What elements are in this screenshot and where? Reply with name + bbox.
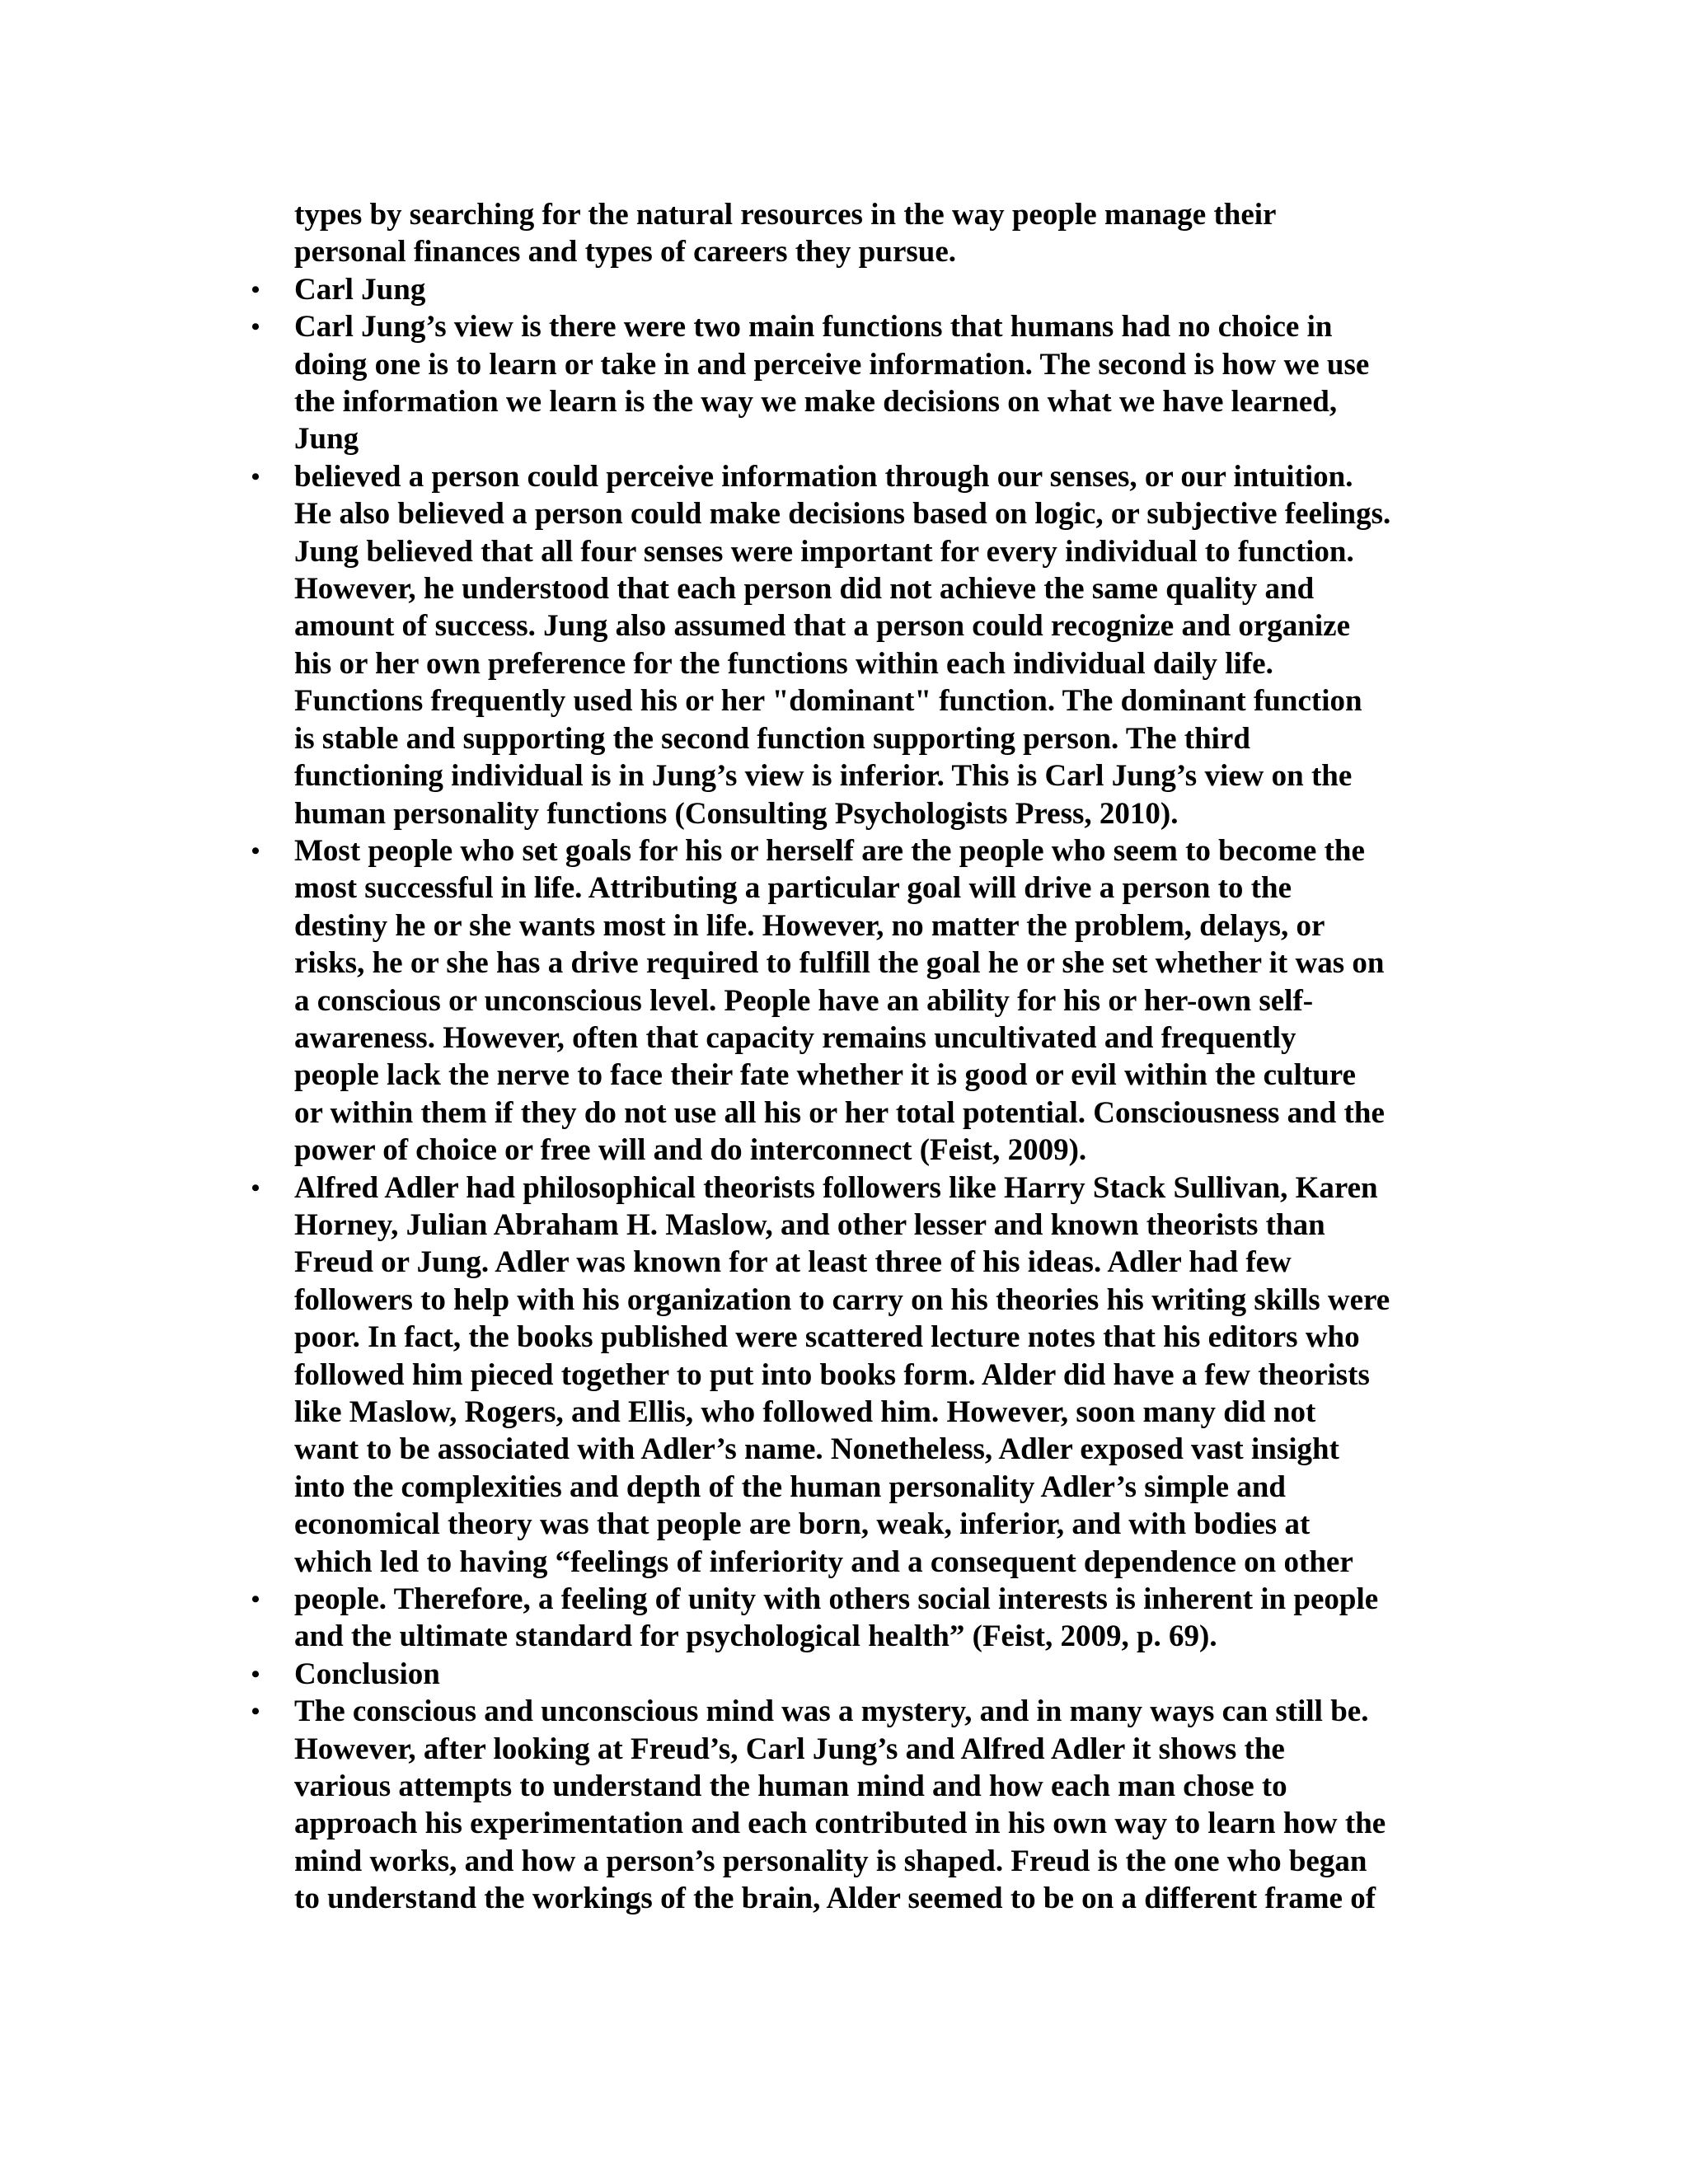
text-line: However, after looking at Freud’s, Carl Jung’s and Alfred Adler it shows the <box>294 1732 1285 1766</box>
text-line: Jung <box>294 422 359 457</box>
text-line: like Maslow, Rogers, and Ellis, who followed him. However, soon many did not <box>294 1395 1316 1429</box>
text-line: Carl Jung <box>294 272 426 307</box>
bullet-list <box>251 271 1489 1918</box>
text-line: believed a person could perceive information through our senses, or our intuition. <box>294 459 1353 494</box>
text-line: Horney, Julian Abraham H. Maslow, and other lesser and known theorists than <box>294 1207 1325 1242</box>
text-line: doing one is to learn or take in and perceive information. The second is how we use <box>294 347 1370 382</box>
text-line: functioning individual is in Jung’s view is inferior. This is Carl Jung’s view on the <box>294 759 1353 794</box>
text-line: He also believed a person could make decisions based on logic, or subjective feelings. <box>294 497 1391 532</box>
text-line: awareness. However, often that capacity remains uncultivated and frequently <box>294 1020 1296 1055</box>
bullet-item <box>251 271 1489 308</box>
text-line: However, he understood that each person did not achieve the same quality and <box>294 572 1315 607</box>
text-line: followed him pieced together to put into books form. Alder did have a few theorists <box>294 1357 1370 1392</box>
text-line: Freud or Jung. Adler was known for at least three of his ideas. Adler had few <box>294 1245 1292 1280</box>
text-line: risks, he or she has a drive required to fulfill the goal he or she set whether it was on <box>294 946 1385 981</box>
text-line: Carl Jung’s view is there were two main functions that humans had no choice in <box>294 310 1333 344</box>
bullet-icon: • <box>251 1174 260 1202</box>
text-line: approach his experimentation and each contributed in his own way to learn how the <box>294 1807 1386 1841</box>
text-line: Functions frequently used his or her "dominant" function. The dominant function <box>294 684 1362 719</box>
text-line: poor. In fact, the books published were scattered lecture notes that his editors who <box>294 1320 1360 1355</box>
text-line: a conscious or unconscious level. People have an ability for his or her-own self- <box>294 983 1314 1018</box>
page-body <box>251 196 1489 1918</box>
text-line: various attempts to understand the human mind and how each man chose to <box>294 1769 1287 1804</box>
text-line: human personality functions (Consulting Psychologists Press, 2010). <box>294 796 1179 831</box>
text-line: Conclusion <box>294 1657 440 1691</box>
bullet-icon: • <box>251 837 260 865</box>
text-line: amount of success. Jung also assumed that a person could recognize and organize <box>294 609 1350 644</box>
text-line: power of choice or free will and do interconnect (Feist, 2009). <box>294 1133 1087 1168</box>
text-line: which led to having “feelings of inferiority and a consequent dependence on other <box>294 1544 1353 1579</box>
text-line: his or her own preference for the functions within each individual daily life. <box>294 646 1273 681</box>
text-line: and the ultimate standard for psychological health” (Feist, 2009, p. 69). <box>294 1619 1217 1654</box>
text-line: to understand the workings of the brain, Alder seemed to be on a different frame of <box>294 1882 1376 1916</box>
text-line: people lack the nerve to face their fate whether it is good or evil within the culture <box>294 1058 1356 1093</box>
text-line: Alfred Adler had philosophical theorists followers like Harry Stack Sullivan, Karen <box>294 1170 1378 1205</box>
text-line: economical theory was that people are born, weak, inferior, and with bodies at <box>294 1507 1311 1542</box>
text-line: types by searching for the natural resources in the way people manage their <box>294 198 1277 232</box>
text-line: into the complexities and depth of the human personality Adler’s simple and <box>294 1469 1286 1504</box>
text-line: followers to help with his organization to carry on his theories his writing skills were <box>294 1282 1390 1317</box>
bullet-item <box>251 1169 1489 1581</box>
bullet-item <box>251 1656 1489 1693</box>
text-line: want to be associated with Adler’s name. Nonetheless, Adler exposed vast insight <box>294 1432 1339 1467</box>
text-line: most successful in life. Attributing a particular goal will drive a person to the <box>294 871 1292 906</box>
bullet-item <box>251 832 1489 1169</box>
text-line: Most people who set goals for his or herself are the people who seem to become the <box>294 833 1365 868</box>
bullet-item <box>251 308 1489 458</box>
continued-paragraph <box>294 196 1489 271</box>
text-line: destiny he or she wants most in life. However, no matter the problem, delays, or <box>294 908 1325 943</box>
bullet-icon: • <box>251 462 260 490</box>
bullet-icon: • <box>251 1698 260 1726</box>
text-line: mind works, and how a person’s personality is shaped. Freud is the one who began <box>294 1844 1367 1878</box>
text-line: the information we learn is the way we make decisions on what we have learned, <box>294 385 1338 419</box>
bullet-item <box>251 1581 1489 1656</box>
text-line: people. Therefore, a feeling of unity with others social interests is inherent in people <box>294 1582 1379 1617</box>
bullet-icon: • <box>251 1586 260 1614</box>
text-line: personal finances and types of careers they pursue. <box>294 235 957 269</box>
bullet-item <box>251 1693 1489 1917</box>
bullet-icon: • <box>251 1660 260 1688</box>
text-line: is stable and supporting the second function supporting person. The third <box>294 721 1250 756</box>
text-line: or within them if they do not use all his or her total potential. Consciousness and the <box>294 1095 1385 1130</box>
text-line: Jung believed that all four senses were important for every individual to function. <box>294 534 1354 569</box>
bullet-item <box>251 458 1489 832</box>
bullet-icon: • <box>251 275 260 303</box>
bullet-icon: • <box>251 313 260 341</box>
text-line: The conscious and unconscious mind was a mystery, and in many ways can still be. <box>294 1694 1369 1729</box>
